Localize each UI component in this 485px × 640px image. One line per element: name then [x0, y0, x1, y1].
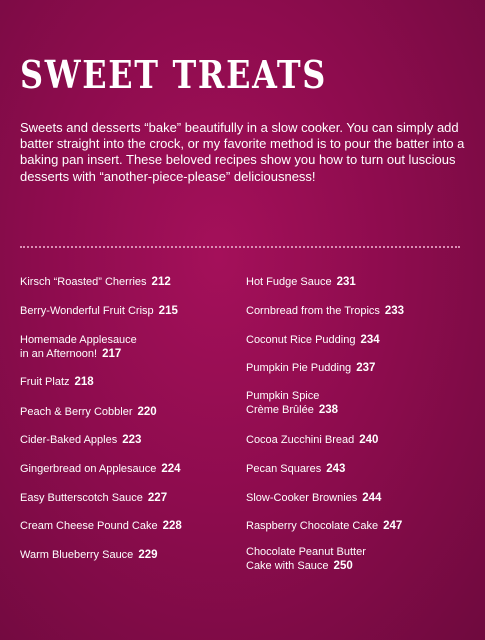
recipe-entry — [20, 304, 178, 318]
recipe-name: Slow-Cooker Brownies — [246, 492, 358, 504]
recipe-entry — [20, 333, 137, 361]
recipe-name: Berry-Wonderful Fruit Crisp — [20, 305, 154, 317]
recipe-entry — [246, 389, 338, 417]
page-number: 233 — [384, 305, 405, 317]
page-number: 234 — [360, 334, 380, 346]
page-number: 224 — [161, 463, 181, 475]
page-number: 217 — [102, 348, 122, 360]
recipe-name: Cornbread from the Tropics — [246, 305, 380, 317]
page-number: 215 — [158, 305, 178, 317]
recipe-entry — [20, 375, 94, 389]
recipe-entry — [246, 361, 375, 375]
recipe-name: Pumpkin Pie Pudding — [246, 362, 352, 374]
recipe-entry — [246, 304, 404, 318]
page-number: 247 — [383, 520, 403, 532]
recipe-entry — [246, 433, 378, 447]
page-number: 218 — [74, 376, 94, 388]
recipe-entry — [20, 405, 157, 419]
page-number: 244 — [362, 492, 382, 504]
recipe-name: Hot Fudge Sauce — [246, 276, 332, 288]
recipe-entry — [20, 462, 181, 476]
recipe-name: Pumpkin Spice — [246, 390, 320, 402]
recipe-name: Gingerbread on Applesauce — [20, 463, 157, 475]
recipe-name-line2: Cake with Sauce — [246, 560, 329, 572]
page-number: 228 — [162, 520, 182, 532]
recipe-name: Chocolate Peanut Butter — [246, 546, 366, 558]
page-number: 240 — [359, 434, 379, 446]
recipe-name: Pecan Squares — [246, 463, 322, 475]
recipe-entry — [20, 433, 141, 447]
page-title: SWEET TREATS — [20, 52, 328, 97]
page-number: 231 — [336, 276, 356, 288]
page-number: 220 — [137, 406, 157, 418]
recipe-entry — [246, 333, 380, 347]
recipe-name-line2: in an Afternoon! — [20, 348, 98, 360]
recipe-name: Fruit Platz — [20, 376, 70, 388]
page-number: 212 — [151, 276, 171, 288]
recipe-entry — [246, 545, 366, 573]
recipe-entry — [20, 548, 158, 562]
page-number: 250 — [333, 560, 353, 572]
dotted-divider — [20, 246, 460, 248]
page-number: 237 — [356, 362, 376, 374]
recipe-name: Peach & Berry Cobbler — [20, 406, 133, 418]
recipe-entry — [246, 462, 345, 476]
page-number: 243 — [326, 463, 346, 475]
recipe-name: Warm Blueberry Sauce — [20, 549, 134, 561]
recipe-entry — [246, 519, 402, 533]
recipe-entry — [20, 275, 171, 289]
recipe-name: Cider-Baked Apples — [20, 434, 118, 446]
recipe-name: Cream Cheese Pound Cake — [20, 520, 158, 532]
intro-paragraph: Sweets and desserts “bake” beautifully in a slow cooker. You can simply add batter straight into the crock, or my favorite method is to pour the batter into a baking pan insert. These beloved recipes show you how to turn out luscious desserts with “another-piece-please” deliciousness! — [20, 120, 465, 184]
recipe-name-line2: Crème Brûlée — [246, 404, 314, 416]
recipe-name: Cocoa Zucchini Bread — [246, 434, 355, 446]
page-number: 229 — [138, 549, 158, 561]
recipe-name: Homemade Applesauce — [20, 334, 137, 346]
recipe-name: Coconut Rice Pudding — [246, 334, 356, 346]
recipe-entry — [246, 275, 356, 289]
page-number: 238 — [318, 404, 339, 416]
page-number: 227 — [147, 492, 168, 504]
recipe-name: Kirsch “Roasted” Cherries — [20, 276, 147, 288]
recipe-entry — [246, 491, 381, 505]
page-number: 223 — [122, 434, 142, 446]
recipe-entry — [20, 491, 167, 505]
recipe-name: Easy Butterscotch Sauce — [20, 492, 143, 504]
recipe-entry — [20, 519, 182, 533]
recipe-name: Raspberry Chocolate Cake — [246, 520, 379, 532]
